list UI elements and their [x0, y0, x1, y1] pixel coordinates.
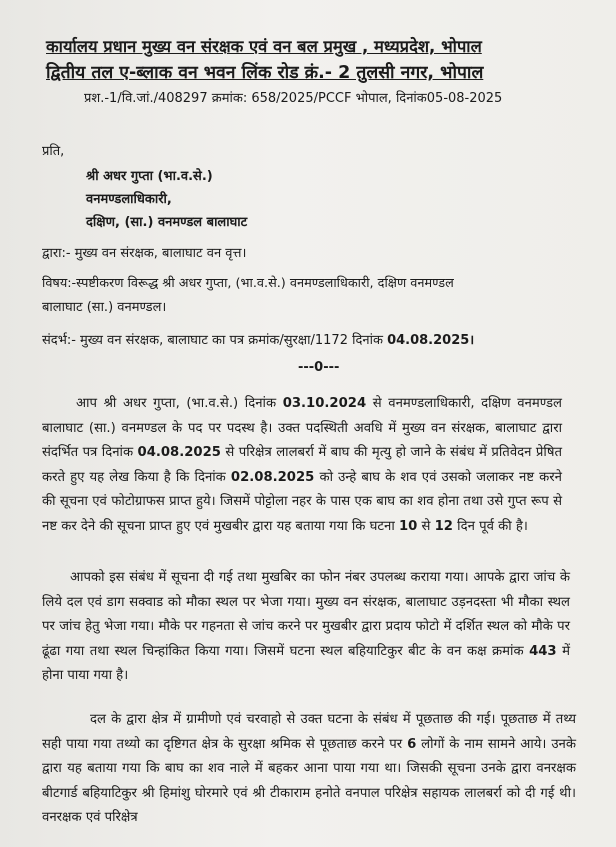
recipient-designation: वनमण्डलाधिकारी,: [86, 192, 172, 207]
subject-line-2: बालाघाट (सा.) वनमण्डल।: [42, 300, 167, 315]
paragraph-1: आप श्री अधर गुप्ता, (भा.व.से.) दिनांक 03.10.2024 से वनमण्डलाधिकारी, दक्षिण वनमण्डल बालाघाट (सा.) वनमण्डल के पद पर पदस्थ है। उक्त पदस्थिती अवधि में मुख्य वन संरक्षक, बालाघाट द्वारा संदर्भित पत्र दिनांक 04.08.2025 से परिक्षेत्र लालबर्रा में बाघ की मृत्यु हो जाने के संबंध में प्रतिवेदन प्रेषित करते हुए यह लेख किया है कि दिनांक 02.08.2025 को उन्हे बाघ के शव एवं उसको जलाकर नष्ट करने की सूचना एवं फोटोग्राफस प्राप्त हुये। जिसमें पोट्टोला नहर के पास एक बाघ का शव होना तथा उसे गुप्त रूप से नष्ट कर देने की सूचना प्राप्त हुए एवं मुखबीर द्वारा यह बताया गया कि घटना 10 से 12 दिन पूर्व की है।: [42, 396, 562, 534]
letter-reference-number: प्रश.-1/वि.जां./408297 क्रमांक: 658/2025/PCCF भोपाल, दिनांक05-08-2025: [84, 91, 503, 106]
reference-letter-line: [42, 330, 474, 348]
reference-letter-text: संदर्भ:- मुख्य वन संरक्षक, बालाघाट का पत्र क्रमांक/सुरक्षा/1172 दिनांक: [42, 333, 388, 348]
office-address-heading: द्वितीय तल ए-ब्लाक वन भवन लिंक रोड क्रं.- 2 तुलसी नगर, भोपाल: [46, 63, 484, 83]
reference-letter-date: 04.08.2025।: [387, 333, 475, 348]
subject-line-1: विषय:-स्पष्टीकरण विरूद्ध श्री अधर गुप्ता, (भा.व.से.) वनमण्डलाधिकारी, दक्षिण वनमण्डल: [42, 276, 454, 291]
office-heading: कार्यालय प्रधान मुख्य वन संरक्षक एवं वन बल प्रमुख , मध्यप्रदेश, भोपाल: [46, 37, 482, 56]
recipient-division: दक्षिण, (सा.) वनमण्डल बालाघाट: [86, 215, 248, 230]
paragraph-3: दल के द्वारा क्षेत्र में ग्रामीणो एवं चरवाहो से उक्त घटना के संबंध में पूछताछ की गई। पूछताछ में तथ्य सही पाया गया तथ्यो का दृष्टिगत क्षेत्र के सुरक्षा श्रमिक से पूछताछ करने पर 6 लोगों के नाम सामने आये। उनके द्वारा यह बताया गया कि बाघ का शव नाले में बहकर आना पाया गया था। जिसकी सूचना उनके द्वारा वनरक्षक बीटगार्ड बहियाटिकुर श्री हिमांशु घोरमारे एवं श्री टीकाराम हनोते वनपाल परिक्षेत्र सहायक लालबर्रा को दी गई थी। वनरक्षक एवं परिक्षेत्र: [42, 712, 576, 825]
separator: ---0---: [298, 360, 340, 375]
through-line: द्वारा:- मुख्य वन संरक्षक, बालाघाट वन वृत्त।: [42, 246, 247, 261]
recipient-name: श्री अधर गुप्ता (भा.व.से.): [86, 169, 213, 184]
paragraph-2: आपको इस संबंध में सूचना दी गई तथा मुखबिर का फोन नंबर उपलब्ध कराया गया। आपके द्वारा जांच के लिये दल एवं डाग सक्वाड को मौका स्थल पर भेजा गया। मुख्य वन संरक्षक, बालाघाट उड़नदस्ता भी मौका स्थल पर जांच हेतु भेजा गया। मौके पर गहनता से जांच करने पर मुखबीर द्वारा प्रदाय फोटो में दर्शित स्थल को मौके पर ढूंढा गया तथा स्थल चिन्हांकित किया गया। जिसमें घटना स्थल बहियाटिकुर बीट के वन कक्ष क्रमांक 443 में होना पाया गया है।: [42, 570, 570, 683]
prati-label: प्रति,: [42, 144, 65, 159]
